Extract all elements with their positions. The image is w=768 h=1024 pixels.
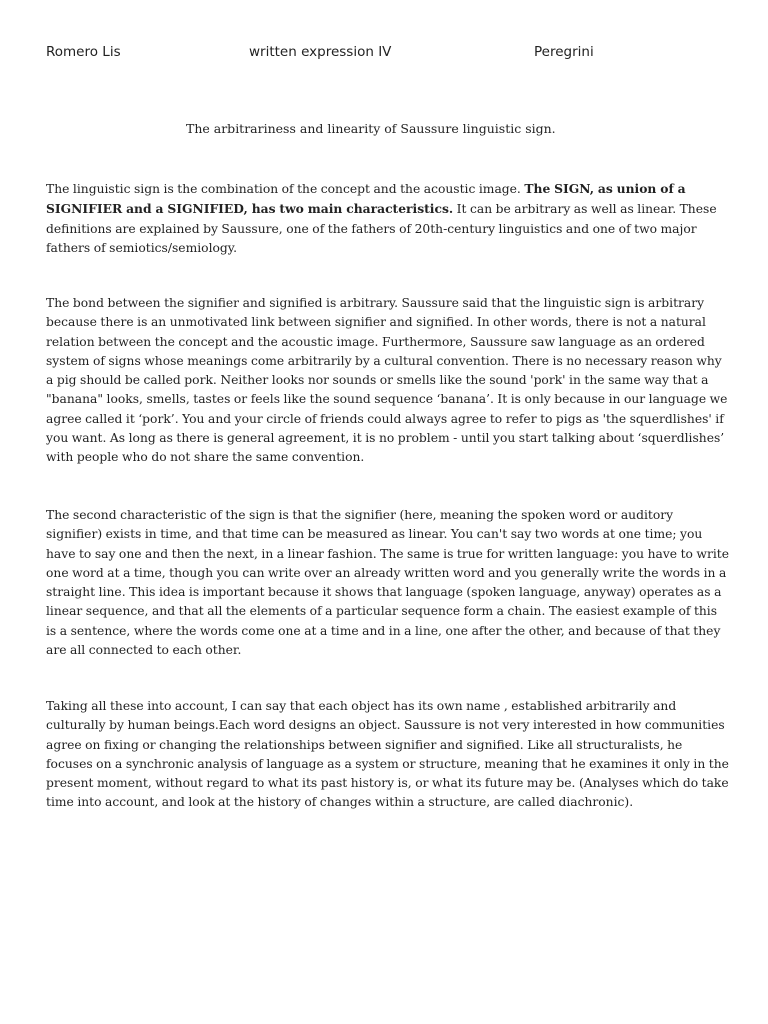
paragraph-intro-text: The linguistic sign is the combination of the concept and the acoustic image.: [46, 182, 525, 196]
paragraph-intro: [46, 179, 730, 258]
course-name: written expression IV: [249, 44, 392, 60]
paragraph-intro-text-end: It can be arbitrary as well as linear. These definitions are explained by Saussure, one of the fathers of 20th-century linguistics and one of two major fathers of semiotics/semiology.: [46, 202, 717, 255]
author-name: Romero Lis: [46, 44, 121, 60]
paragraph-arbitrariness: The bond between the signifier and signified is arbitrary. Saussure said that the linguistic sign is arbitrary because there is an unmotivated link between signifier and signified. In other words, there is not a natural relation between the concept and the acoustic image. Furthermore, Saussure saw language as an ordered system of signs whose meanings come arbitrarily by a cultural convention. There is no necessary reason why a pig should be called pork. Neither looks nor sounds or smells like the sound 'pork' in the same way that a "banana" looks, smells, tastes or feels like the sound sequence ‘banana’. It is only because in our language we agree called it ‘pork’. You and your circle of friends could always agree to refer to pigs as 'the squerdlishes' if you want. As long as there is general agreement, it is no problem - until you start talking about ‘squerdlishes’ with people who do not share the same convention.: [46, 296, 728, 465]
paragraph-conclusion: Taking all these into account, I can say that each object has its own name , established arbitrarily and culturally by human beings.Each word designs an object. Saussure is not very interested in how communities agree on fixing or changing the relationships between signifier and signified. Like all structuralists, he focuses on a synchronic analysis of language as a system or structure, meaning that he examines it only in the present moment, without regard to what its past history is, or what its future may be. (Analyses which do take time into account, and look at the history of changes within a structure, are called diachronic).: [46, 699, 729, 810]
paragraph-intro-bold: The SIGN, as union of a SIGNIFIER and a SIGNIFIED, has two main characteristics.: [46, 181, 686, 217]
document-title: The arbitrariness and linearity of Saussure linguistic sign.: [186, 121, 556, 136]
teacher-name: Peregrini: [534, 44, 594, 60]
paragraph-linearity: The second characteristic of the sign is that the signifier (here, meaning the spoken word or auditory signifier) exists in time, and that time can be measured as linear. You can't say two words at one time; you have to say one and then the next, in a linear fashion. The same is true for written language: you have to write one word at a time, though you can write over an already written word and you generally write the words in a straight line. This idea is important because it shows that language (spoken language, anyway) operates as a linear sequence, and that all the elements of a particular sequence form a chain. The easiest example of this is a sentence, where the words come one at a time and in a line, one after the other, and because of that they are all connected to each other.: [46, 508, 729, 658]
